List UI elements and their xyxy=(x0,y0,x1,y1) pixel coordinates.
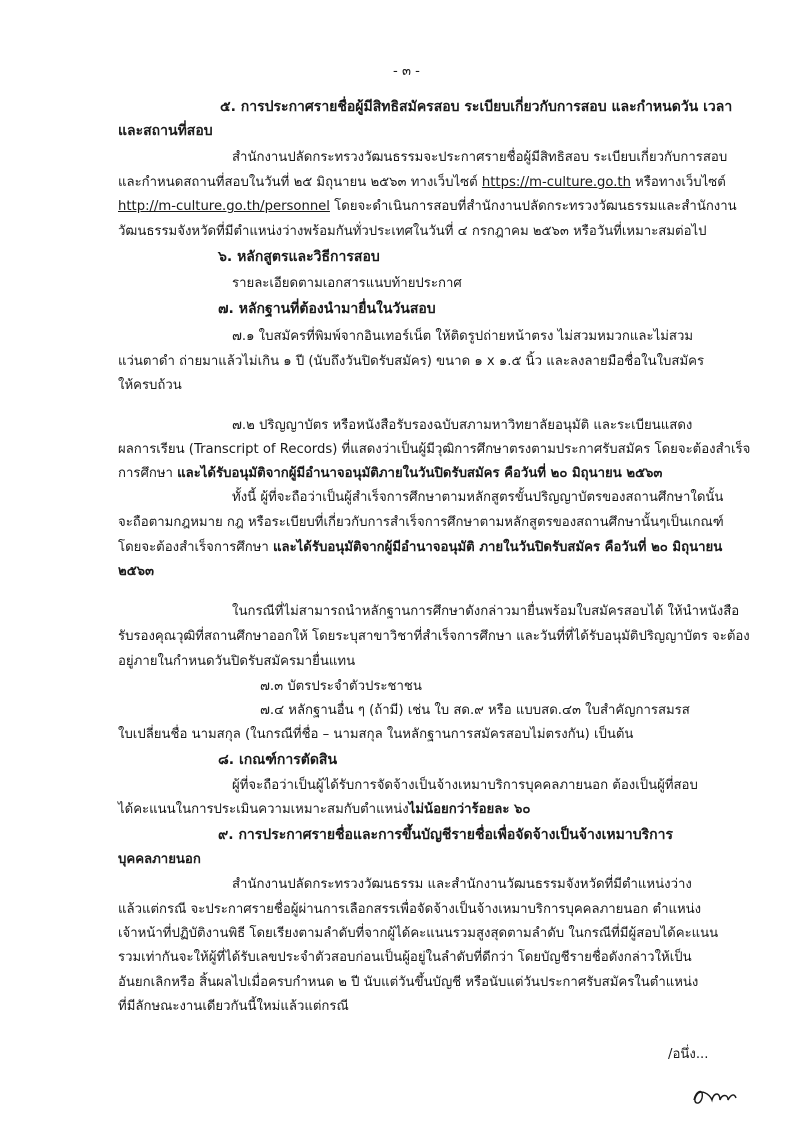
section9-paragraph: สำนักงานปลัดกระทรวงวัฒนธรรม และสำนักงานวัฒนธรรมจังหวัดที่มีตำแหน่งว่าง xyxy=(232,877,692,892)
section7-heading: ๗. หลักฐานที่ต้องนำมายื่นในวันสอบ xyxy=(218,301,436,317)
item-7-2-line: การศึกษา และได้รับอนุมัติจากผู้มีอำนาจอนุมัติภายในวันปิดรับสมัคร คือวันที่ ๒๐ มิถุนายน ๒๕๖๓ xyxy=(118,466,663,481)
section7-alt-evidence: ในกรณีที่ไม่สามารถนำหลักฐานการศึกษาดังกล่าวมายื่นพร้อมใบสมัครสอบได้ ให้นำหนังสือ xyxy=(232,604,740,619)
personnel-link[interactable]: http://m-culture.go.th/personnel xyxy=(118,199,330,214)
item-7-2: ๗.๒ ปริญญาบัตร หรือหนังสือรับรองฉบับสภามหาวิทยาลัยอนุมัติ และระเบียนแสดง xyxy=(232,418,693,433)
section9-heading: ๙. การประกาศรายชื่อและการขึ้นบัญชีรายชื่อเพื่อจัดจ้างเป็นจ้างเหมาบริการ xyxy=(218,827,674,843)
signature-initials xyxy=(690,1080,740,1110)
section8-paragraph: ผู้ที่จะถือว่าเป็นผู้ได้รับการจัดจ้างเป็นจ้างเหมาบริการบุคคลภายนอก ต้องเป็นผู้ที่สอบ xyxy=(232,778,698,793)
section7-alt-evidence-line: อยู่ภายในกำหนดวันปิดรับสมัครมายื่นแทน xyxy=(118,654,356,669)
page-number: - ๓ - xyxy=(393,64,420,79)
website-link[interactable]: https://m-culture.go.th xyxy=(481,175,631,190)
item-7-1-line: ให้ครบถ้วน xyxy=(118,378,182,393)
item-7-4: ๗.๔ หลักฐานอื่น ๆ (ถ้ามี) เช่น ใบ สด.๙ หรือ แบบสด.๔๓ ใบสำคัญการสมรส xyxy=(260,703,690,718)
section5-heading: ๕. การประกาศรายชื่อผู้มีสิทธิสมัครสอบ ระเบียบเกี่ยวกับการสอบ และกำหนดวัน เวลา xyxy=(220,99,733,115)
section8-paragraph-line: ได้คะแนนในการประเมินความเหมาะสมกับตำแหน่งไม่น้อยกว่าร้อยละ ๖๐ xyxy=(118,802,531,817)
section9-paragraph-line: รวมเท่ากันจะให้ผู้ที่ได้รับเลขประจำตัวสอบก่อนเป็นผู้อยู่ในลำดับที่ดีกว่า โดยบัญชีรายชื่อดังกล่าวให้เป็น xyxy=(118,950,692,965)
section9-heading-cont: บุคคลภายนอก xyxy=(118,852,201,867)
section5-paragraph-line: และกำหนดสถานที่สอบในวันที่ ๒๕ มิถุนายน ๒๕๖๓ ทางเว็บไซต์ https://m-culture.go.th หรือทางเว็บไซต์ xyxy=(118,175,726,190)
section9-paragraph-line: ที่มีลักษณะงานเดียวกันนี้ใหม่แล้วแต่กรณี xyxy=(118,999,349,1014)
section7-note: ทั้งนี้ ผู้ที่จะถือว่าเป็นผู้สำเร็จการศึกษาตามหลักสูตรขั้นปริญญาบัตรของสถานศึกษาใดนั้น xyxy=(232,490,724,505)
section7-alt-evidence-line: รับรองคุณวุฒิที่สถานศึกษาออกให้ โดยระบุสาขาวิชาที่สำเร็จการศึกษา และวันที่ที่ได้รับอนุมัติปริญญาบัตร จะต้อง xyxy=(118,629,750,644)
item-7-2-line: ผลการเรียน (Transcript of Records) ที่แสดงว่าเป็นผู้มีวุฒิการศึกษาตรงตามประกาศรับสมัคร โดยจะต้องสำเร็จ xyxy=(118,442,751,457)
section9-paragraph-line: แล้วแต่กรณี จะประกาศรายชื่อผู้ผ่านการเลือกสรรเพื่อจัดจ้างเป็นจ้างเหมาบริการบุคคลภายนอก ตำแหน่ง xyxy=(118,902,702,917)
section5-paragraph-line: http://m-culture.go.th/personnel โดยจะดำเนินการสอบที่สำนักงานปลัดกระทรวงวัฒนธรรมและสำนักงาน xyxy=(118,199,737,214)
section6-paragraph: รายละเอียดตามเอกสารแนบท้ายประกาศ xyxy=(232,276,462,291)
section7-note-line: โดยจะต้องสำเร็จการศึกษา และได้รับอนุมัติจากผู้มีอำนาจอนุมัติ ภายในวันปิดรับสมัคร คือวันที่ ๒๐ มิถุนายน xyxy=(118,540,723,555)
item-7-1: ๗.๑ ใบสมัครที่พิมพ์จากอินเทอร์เน็ต ให้ติดรูปถ่ายหน้าตรง ไม่สวมหมวกและไม่สวม xyxy=(232,329,694,344)
section7-note-line: จะถือตามกฎหมาย กฎ หรือระเบียบที่เกี่ยวกับการสำเร็จการศึกษาตามหลักสูตรของสถานศึกษานั้นๆเป็นเกณฑ์ xyxy=(118,515,724,530)
item-7-4-line: ใบเปลี่ยนชื่อ นามสกุล (ในกรณีที่ชื่อ – นามสกุล ในหลักฐานการสมัครสอบไม่ตรงกัน) เป็นต้น xyxy=(118,727,634,742)
item-7-1-line: แว่นตาดำ ถ่ายมาแล้วไม่เกิน ๑ ปี (นับถึงวันปิดรับสมัคร) ขนาด ๑ x ๑.๕ นิ้ว และลงลายมือชื่อในใบสมัคร xyxy=(118,354,705,369)
section7-note-line: ๒๕๖๓ xyxy=(118,564,155,579)
continued-marker: /อนึ่ง... xyxy=(668,1047,709,1062)
section5-paragraph: สำนักงานปลัดกระทรวงวัฒนธรรมจะประกาศรายชื่อผู้มีสิทธิสอบ ระเบียบเกี่ยวกับการสอบ xyxy=(232,150,728,165)
item-7-3: ๗.๓ บัตรประจำตัวประชาชน xyxy=(260,679,422,694)
section6-heading: ๖. หลักสูตรและวิธีการสอบ xyxy=(218,249,380,265)
section9-paragraph-line: อันยกเลิกหรือ สิ้นผลไปเมื่อครบกำหนด ๒ ปี นับแต่วันขึ้นบัญชี หรือนับแต่วันประกาศรับสมัครในตำแหน่ง xyxy=(118,975,699,990)
section5-heading-cont: และสถานที่สอบ xyxy=(118,123,213,139)
section5-paragraph-line: วัฒนธรรมจังหวัดที่มีตำแหน่งว่างพร้อมกันทั่วประเทศในวันที่ ๔ กรกฎาคม ๒๕๖๓ หรือวันที่เหมาะสมต่อไป xyxy=(118,224,707,239)
section9-paragraph-line: เจ้าหน้าที่ปฏิบัติงานพิธี โดยเรียงตามลำดับที่จากผู้ได้คะแนนรวมสูงสุดตามลำดับ ในกรณีที่มีผู้สอบได้คะแนน xyxy=(118,926,719,941)
section8-heading: ๘. เกณฑ์การตัดสิน xyxy=(218,752,338,768)
